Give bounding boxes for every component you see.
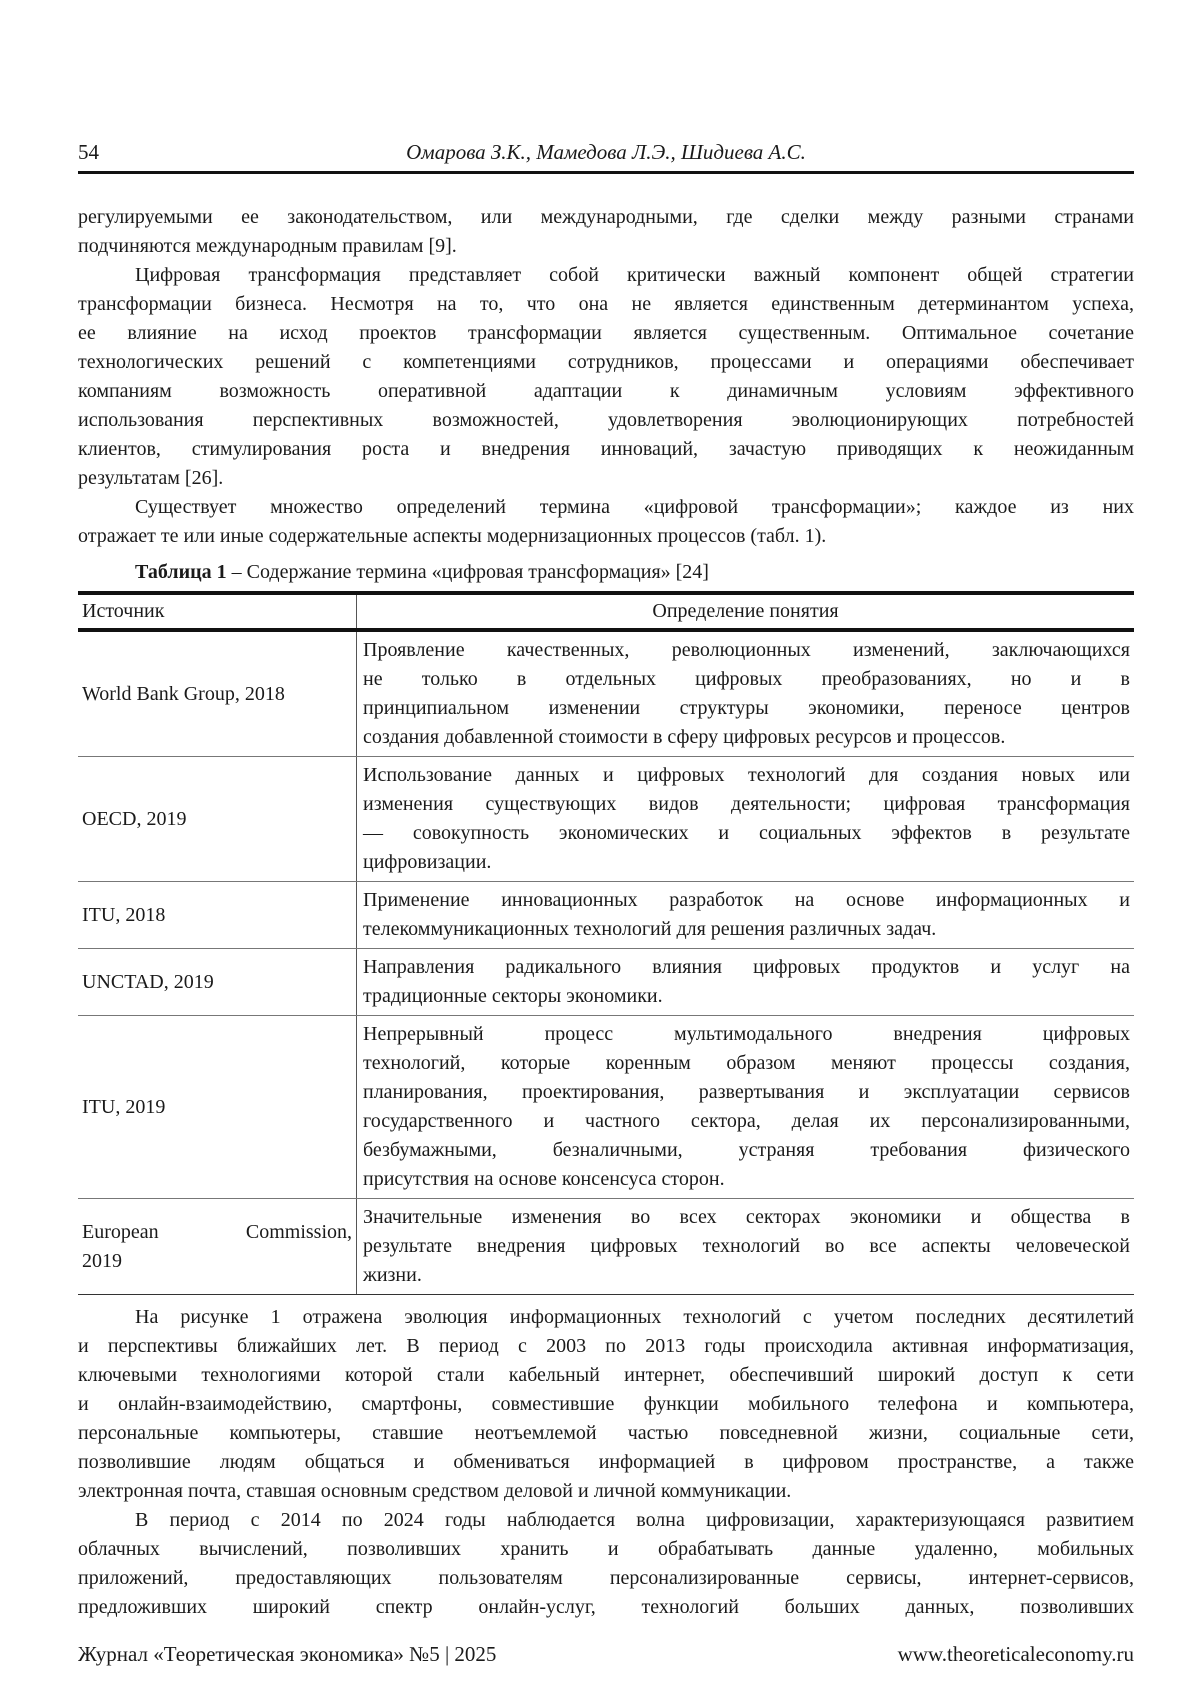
text-line: электронная почта, ставшая основным средством деловой и личной коммуникации. xyxy=(78,1480,792,1502)
paragraph xyxy=(78,203,1134,261)
definitions-table xyxy=(78,591,1134,1295)
definition-line: цифровизации. xyxy=(363,851,492,873)
source-cell xyxy=(78,757,357,882)
definition-line: технологий, которые коренным образом меняют процессы создания, xyxy=(363,1052,1130,1074)
definition-line: присутствия на основе консенсуса сторон. xyxy=(363,1168,725,1190)
text-after-table xyxy=(78,1303,1134,1622)
header-rule xyxy=(78,171,1134,174)
table-row xyxy=(78,1199,1134,1295)
text-line: отражает те или иные содержательные аспекты модернизационных процессов (табл. 1). xyxy=(78,525,827,547)
source-text: OECD, 2019 xyxy=(82,807,187,830)
source-text: ITU, 2019 xyxy=(82,1095,166,1118)
text-line: позволившие людям общаться и обмениваться информацией в цифровом пространстве, а также xyxy=(78,1451,1134,1473)
text-line: и перспективы ближайших лет. В период с 2003 по 2013 годы происходила активная информатизация, xyxy=(78,1335,1134,1357)
column-header-source: Источник xyxy=(78,593,357,630)
running-footer xyxy=(78,1642,1134,1667)
definition-line: не только в отдельных цифровых преобразованиях, но и в xyxy=(363,668,1130,690)
definition-line: телекоммуникационных технологий для решения различных задач. xyxy=(363,918,937,940)
table-row xyxy=(78,757,1134,882)
definition-cell xyxy=(357,1016,1135,1199)
text-line: На рисунке 1 отражена эволюция информационных технологий с учетом последних десятилетий xyxy=(135,1306,1134,1328)
table-row xyxy=(78,1016,1134,1199)
source-text: UNCTAD, 2019 xyxy=(82,970,214,993)
text-line: ключевыми технологиями которой стали кабельный интернет, обеспечивший широкий доступ к сети xyxy=(78,1364,1134,1386)
definition-line: Использование данных и цифровых технологий для создания новых или xyxy=(363,764,1130,786)
definition-cell xyxy=(357,630,1135,757)
definition-line: Непрерывный процесс мультимодального внедрения цифровых xyxy=(363,1023,1130,1045)
journal-name: Журнал «Теоретическая экономика» №5 | 2025 xyxy=(78,1642,497,1666)
text-line: подчиняются международным правилам [9]. xyxy=(78,235,457,257)
authors: Омарова З.К., Мамедова Л.Э., Шидиева А.С. xyxy=(406,140,806,164)
source-text: ITU, 2018 xyxy=(82,903,166,926)
definition-line: традиционные секторы экономики. xyxy=(363,985,663,1007)
paragraph xyxy=(78,493,1134,551)
definition-line: изменения существующих видов деятельности; цифровая трансформация xyxy=(363,793,1130,815)
table-header-row xyxy=(78,593,1134,630)
definition-cell xyxy=(357,1199,1135,1295)
text-line: персональные компьютеры, ставшие неотъемлемой частью повседневной жизни, социальные сети, xyxy=(78,1422,1134,1444)
paragraph xyxy=(78,1303,1134,1506)
table-row xyxy=(78,949,1134,1016)
paragraph xyxy=(78,261,1134,493)
paragraph xyxy=(78,1506,1134,1622)
table-row xyxy=(78,882,1134,949)
text-line: регулируемыми ее законодательством, или международными, где сделки между разными странами xyxy=(78,206,1134,228)
text-line: и онлайн-взаимодействию, смартфоны, совместившие функции мобильного телефона и компьютера, xyxy=(78,1393,1134,1415)
text-line: ее влияние на исход проектов трансформации является существенным. Оптимальное сочетание xyxy=(78,322,1134,344)
source-cell xyxy=(78,630,357,757)
definition-line: Проявление качественных, революционных изменений, заключающихся xyxy=(363,639,1130,661)
text-line: трансформации бизнеса. Несмотря на то, что она не является единственным детерминантом успеха, xyxy=(78,293,1134,315)
table-caption-label: Таблица 1 xyxy=(135,561,227,583)
table-caption-text: – Содержание термина «цифровая трансформация» [24] xyxy=(226,561,709,583)
definition-cell xyxy=(357,949,1135,1016)
text-line: технологических решений с компетенциями сотрудников, процессами и операциями обеспечивает xyxy=(78,351,1134,373)
column-header-definition: Определение понятия xyxy=(652,600,839,622)
table-caption xyxy=(78,557,1134,587)
text-line: В период с 2014 по 2024 годы наблюдается волна цифровизации, характеризующаяся развитием xyxy=(135,1509,1134,1531)
text-line: Цифровая трансформация представляет собой критически важный компонент общей стратегии xyxy=(135,264,1134,286)
definition-line: — совокупность экономических и социальных эффектов в результате xyxy=(363,822,1130,844)
definition-line: Направления радикального влияния цифровых продуктов и услуг на xyxy=(363,956,1130,978)
source-cell xyxy=(78,949,357,1016)
definition-line: Значительные изменения во всех секторах экономики и общества в xyxy=(363,1206,1130,1228)
definition-line: государственного и частного сектора, делая их персонализированными, xyxy=(363,1110,1130,1132)
source-text: 2019 xyxy=(82,1249,122,1272)
source-text: World Bank Group, 2018 xyxy=(82,682,285,705)
definition-line: безбумажными, безналичными, устраняя требования физического xyxy=(363,1139,1130,1161)
source-text: European Commission, xyxy=(82,1220,352,1243)
source-cell xyxy=(78,1016,357,1199)
definition-line: жизни. xyxy=(363,1264,422,1286)
definition-line: создания добавленной стоимости в сферу цифровых ресурсов и процессов. xyxy=(363,726,1006,748)
page-number: 54 xyxy=(78,140,99,164)
definition-cell xyxy=(357,882,1135,949)
definition-line: Применение инновационных разработок на основе информационных и xyxy=(363,889,1130,911)
running-header xyxy=(78,140,1134,172)
text-line: приложений, предоставляющих пользователям персонализированные сервисы, интернет-сервисов, xyxy=(78,1567,1134,1589)
text-line: облачных вычислений, позволивших хранить и обрабатывать данные удаленно, мобильных xyxy=(78,1538,1134,1560)
text-line: предложивших широкий спектр онлайн-услуг, технологий больших данных, позволивших xyxy=(78,1596,1134,1618)
page-body xyxy=(78,203,1134,1622)
definition-line: принципиальном изменении структуры экономики, переносе центров xyxy=(363,697,1130,719)
text-line: результатам [26]. xyxy=(78,467,224,489)
definition-cell xyxy=(357,757,1135,882)
definition-line: результате внедрения цифровых технологий во все аспекты человеческой xyxy=(363,1235,1130,1257)
definition-line: планирования, проектирования, развертывания и эксплуатации сервисов xyxy=(363,1081,1130,1103)
table-row xyxy=(78,630,1134,757)
text-line: компаниям возможность оперативной адаптации к динамичным условиям эффективного xyxy=(78,380,1134,402)
website-link[interactable]: www.theoreticaleconomy.ru xyxy=(897,1642,1134,1666)
text-line: использования перспективных возможностей, удовлетворения эволюционирующих потребностей xyxy=(78,409,1134,431)
text-line: Существует множество определений термина «цифровой трансформации»; каждое из них xyxy=(135,496,1134,518)
text-before-table xyxy=(78,203,1134,551)
text-line: клиентов, стимулирования роста и внедрения инноваций, зачастую приводящих к неожиданным xyxy=(78,438,1134,460)
source-cell xyxy=(78,1199,357,1295)
source-cell xyxy=(78,882,357,949)
